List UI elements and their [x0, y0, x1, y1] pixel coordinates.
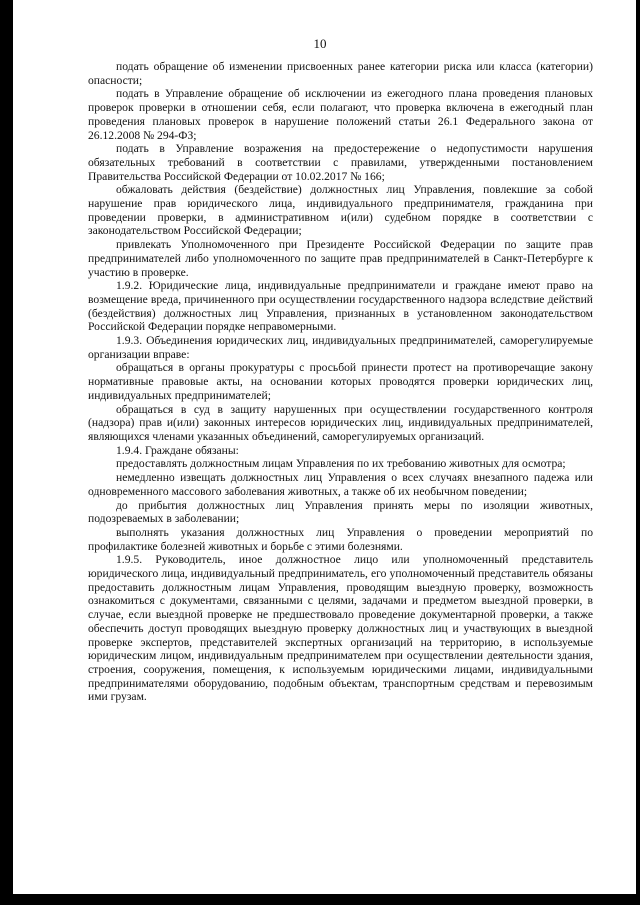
paragraph: подать в Управление возражения на предостережение о недопустимости нарушения обязательных требований в соответствии с правилами, утвержденными постановлением Правительства Российской Федерации от 10.02.2017 № 166;	[88, 142, 593, 183]
paragraph: немедленно извещать должностных лиц Управления о всех случаях внезапного падежа или одновременного массового заболевания животных, а также об их необычном поведении;	[88, 471, 593, 498]
scan-edge-left	[0, 0, 13, 905]
paragraph: подать обращение об изменении присвоенных ранее категории риска или класса (категории) опасности;	[88, 60, 593, 87]
paragraph: 1.9.4. Граждане обязаны:	[116, 443, 239, 457]
document-body	[88, 60, 593, 704]
paragraph: обращаться в суд в защиту нарушенных при осуществлении государственного контроля (надзора) прав и(или) законных интересов юридических лиц, индивидуальных предпринимателей, являющихся членами указанных объединений, саморегулируемых организаций.	[88, 402, 593, 443]
paragraph: подать в Управление обращение об исключении из ежегодного плана проведения плановых проверок проверки в отношении себя, если полагают, что проверка включена в ежегодный план проведения плановых проверок в нарушение положений статьи 26.1 Федерального закона от 26.12.2008 № 294-ФЗ;	[88, 87, 593, 142]
scan-edge-bottom	[0, 894, 640, 905]
paragraph: выполнять указания должностных лиц Управления о проведении мероприятий по профилактике болезней животных и борьбе с этими болезнями.	[88, 525, 593, 553]
paragraph: привлекать Уполномоченного при Президенте Российской Федерации по защите прав предпринимателей либо уполномоченного по защите прав предпринимателей в Санкт-Петербурге к участию в проверке.	[88, 238, 593, 279]
paragraph: 1.9.5. Руководитель, иное должностное лицо или уполномоченный представитель юридического лица, индивидуальный предприниматель, его уполномоченный представитель обязаны предоставить должностным лицам Управления, проводящим выездную проверку, возможность ознакомиться с документами, связанными с целями, задачами и предметом выездной проверки, в случае, если выездной проверке не предшествовало проведение документарной проверки, а также обеспечить доступ проводящих выездную проверку должностных лиц и участвующих в выездной проверке экспертов, представителей экспертных организаций на территорию, в используемые юридическим лицом, индивидуальным предпринимателем при осуществлении деятельности здания, строения, сооружения, помещения, к используемым юридическими лицами, индивидуальными предпринимателями оборудованию, подобным объектам, транспортным средствам и перевозимым ими грузам.	[88, 553, 593, 704]
page-number: 10	[313, 36, 327, 51]
paragraph: 1.9.3. Объединения юридических лиц, индивидуальных предпринимателей, саморегулируемые организации вправе:	[88, 334, 593, 361]
paragraph: до прибытия должностных лиц Управления принять меры по изоляции животных, подозреваемых в заболевании;	[88, 498, 593, 526]
paragraph: предоставлять должностным лицам Управления по их требованию животных для осмотра;	[116, 457, 566, 471]
paragraph: 1.9.2. Юридические лица, индивидуальные предприниматели и граждане имеют право на возмещение вреда, причиненного при осуществлении государственного надзора вследствие действий (бездействия) должностных лиц Управления, признанных в установленном законодательством Российской Федерации порядке неправомерными.	[88, 279, 593, 334]
scan-edge-right	[636, 0, 640, 905]
paragraph: обращаться в органы прокуратуры с просьбой принести протест на противоречащие закону нормативные правовые акты, на основании которых проводятся проверки юридических лиц, индивидуальных предпринимателей;	[88, 361, 593, 402]
paragraph: обжаловать действия (бездействие) должностных лиц Управления, повлекшие за собой нарушение прав юридического лица, индивидуального предпринимателя, гражданина при проведении проверки, в административном и(или) судебном порядке в соответствии с законодательством Российской Федерации;	[88, 183, 593, 238]
